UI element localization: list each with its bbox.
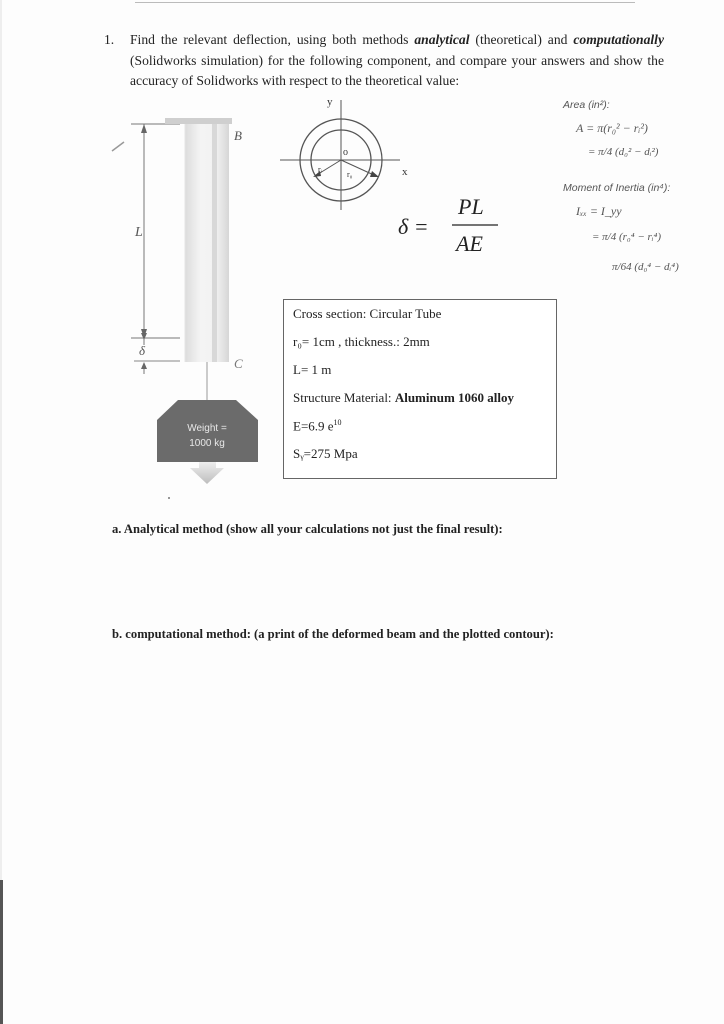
- inertia-line2: = π/4 (r₀⁴ − rᵢ⁴): [592, 231, 662, 243]
- support-plate: [165, 118, 232, 124]
- spec-cross-section: Cross section: Circular Tube: [293, 306, 442, 321]
- spec-dimensions: r₀= 1cm , thickness.: 2mm: [293, 334, 430, 349]
- area-line2: = π/4 (d₀² − dᵢ²): [588, 146, 659, 158]
- spec-modulus: E=6.9 $e^{10}$: [293, 418, 342, 434]
- specs-box: [283, 299, 557, 479]
- label-L: L: [135, 225, 143, 240]
- tube-bar-highlight: [212, 124, 217, 362]
- formula-numerator: PL: [458, 194, 484, 219]
- inertia-line1: Iₓₓ = I_yy: [576, 204, 622, 218]
- method-computational: computationally: [573, 32, 664, 47]
- axis-y-label: y: [327, 96, 333, 108]
- load-arrow-icon: [190, 462, 224, 484]
- area-line1: A = π(r₀² − rᵢ²): [576, 121, 648, 135]
- area-formulas: [562, 99, 659, 158]
- page-edge-shadow: [0, 880, 3, 1024]
- area-title: Area (in²):: [563, 99, 610, 111]
- spec-material: Structure Material: Aluminum 1060 alloy: [293, 390, 514, 405]
- cross-section-diagram: [280, 100, 400, 210]
- method-analytical: analytical: [414, 32, 470, 47]
- question-number: 1.: [104, 32, 115, 47]
- label-B: B: [234, 128, 242, 143]
- center-label: o: [343, 147, 348, 158]
- stray-mark: [112, 142, 124, 151]
- spec-yield: Sᵧ=275 Mpa: [293, 446, 358, 461]
- deflection-formula: [398, 194, 498, 256]
- inertia-line3: π/64 (d₀⁴ − dᵢ⁴): [612, 261, 679, 273]
- weight-label: Weight =: [187, 423, 227, 434]
- part-b-heading: b. computational method: (a print of the deformed beam and the plotted contour):: [112, 627, 554, 641]
- question-text: Find the relevant deflection, using both methods analytical (theoretical) and computationally (Solidworks simulation) for the following component, and compare your answers and show the accuracy of Solidworks with respect to the theoretical value:: [130, 32, 664, 88]
- label-C: C: [234, 356, 243, 371]
- inertia-formulas: [563, 182, 679, 273]
- outer-radius-label: r₀: [347, 170, 353, 179]
- label-delta: δ: [139, 343, 146, 358]
- spec-length: L= 1 m: [293, 362, 332, 377]
- formula-lhs: δ =: [398, 214, 429, 239]
- inner-radius-label: rᵢ: [318, 165, 322, 174]
- inertia-title: Moment of Inertia (in⁴):: [563, 182, 671, 194]
- stray-dot: [168, 497, 170, 499]
- part-a-heading: a. Analytical method (show all your calculations not just the final result):: [112, 522, 503, 536]
- axis-x-label: x: [402, 166, 408, 178]
- material-value: Aluminum 1060 alloy: [394, 390, 514, 405]
- tube-bar: [185, 124, 229, 362]
- formula-denominator: AE: [456, 231, 483, 256]
- weight-value: 1000 kg: [189, 438, 225, 449]
